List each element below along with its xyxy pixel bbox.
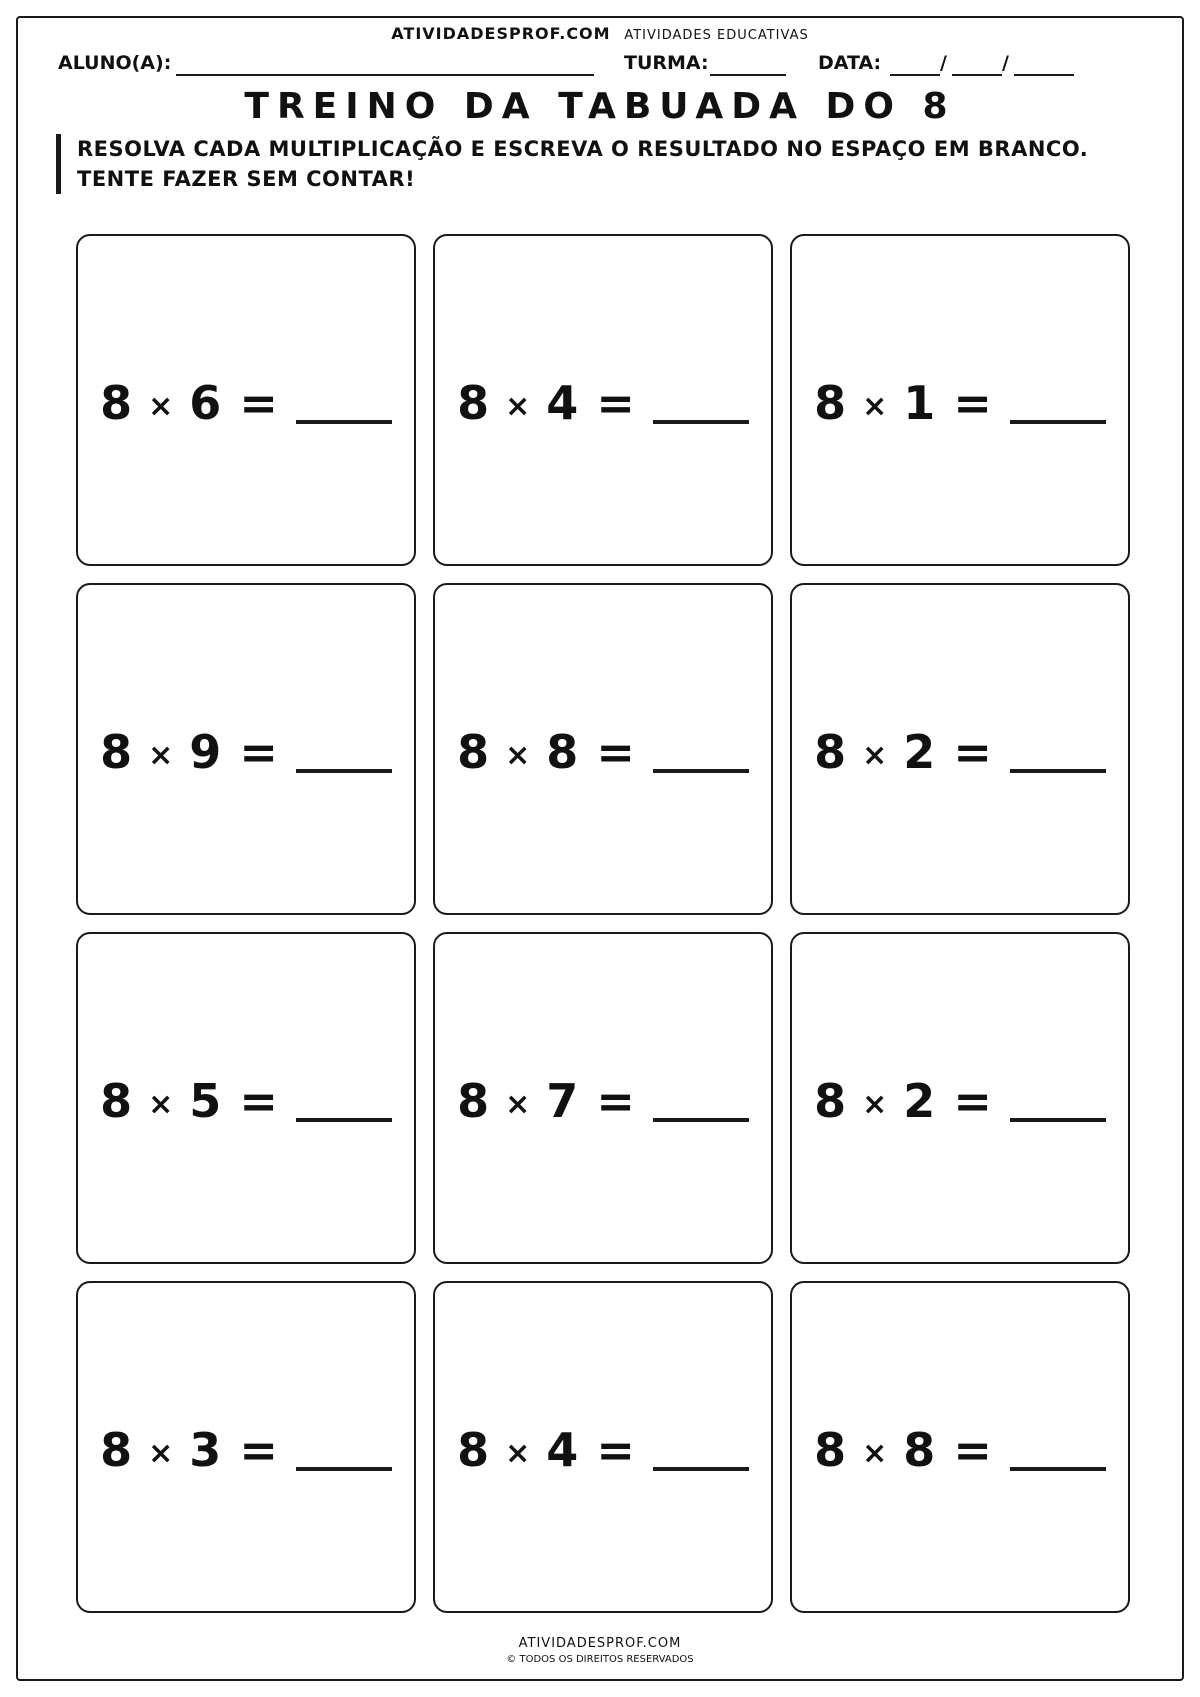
- problem-grid: [76, 234, 1130, 1612]
- answer-blank[interactable]: [296, 1118, 392, 1122]
- factor-a: 8: [814, 1423, 847, 1477]
- date-separator: /: [940, 52, 947, 74]
- problem-card: [790, 932, 1130, 1264]
- times-sign: ×: [862, 1436, 888, 1471]
- factor-a: 8: [100, 725, 133, 779]
- answer-blank[interactable]: [296, 420, 392, 424]
- date-day-field[interactable]: [890, 74, 940, 76]
- equals-sign: =: [239, 1074, 278, 1128]
- equals-sign: =: [953, 725, 992, 779]
- class-label: TURMA:: [624, 52, 709, 74]
- problem-card: [76, 1281, 416, 1613]
- date-year-field[interactable]: [1014, 74, 1074, 76]
- site-header: [0, 24, 1200, 43]
- factor-b: 4: [546, 376, 579, 430]
- multiplication-expression: [792, 1423, 1128, 1477]
- factor-a: 8: [100, 1423, 133, 1477]
- instructions: [56, 134, 1156, 194]
- answer-blank[interactable]: [296, 769, 392, 773]
- factor-a: 8: [814, 376, 847, 430]
- factor-b: 3: [189, 1423, 222, 1477]
- instruction-line-1: RESOLVA CADA MULTIPLICAÇÃO E ESCREVA O RESULTADO NO ESPAÇO EM BRANCO.: [77, 137, 1089, 161]
- equals-sign: =: [596, 1423, 635, 1477]
- instruction-line-2: TENTE FAZER SEM CONTAR!: [77, 167, 416, 191]
- factor-a: 8: [814, 725, 847, 779]
- factor-b: 6: [189, 376, 222, 430]
- factor-b: 8: [546, 725, 579, 779]
- site-name: ATIVIDADESPROF.COM: [391, 24, 611, 43]
- problem-card: [433, 1281, 773, 1613]
- equals-sign: =: [953, 1423, 992, 1477]
- class-field[interactable]: [710, 74, 786, 76]
- answer-blank[interactable]: [1010, 1118, 1106, 1122]
- equals-sign: =: [596, 1074, 635, 1128]
- times-sign: ×: [148, 738, 174, 773]
- factor-b: 8: [903, 1423, 936, 1477]
- factor-a: 8: [457, 1423, 490, 1477]
- factor-a: 8: [100, 1074, 133, 1128]
- student-name-label: ALUNO(A):: [58, 52, 172, 74]
- multiplication-expression: [78, 1074, 414, 1128]
- times-sign: ×: [148, 389, 174, 424]
- times-sign: ×: [148, 1436, 174, 1471]
- factor-a: 8: [457, 725, 490, 779]
- equals-sign: =: [596, 376, 635, 430]
- problem-card: [433, 234, 773, 566]
- problem-card: [433, 583, 773, 915]
- multiplication-expression: [435, 1423, 771, 1477]
- answer-blank[interactable]: [1010, 420, 1106, 424]
- answer-blank[interactable]: [653, 1467, 749, 1471]
- times-sign: ×: [862, 1087, 888, 1122]
- equals-sign: =: [953, 1074, 992, 1128]
- multiplication-expression: [78, 376, 414, 430]
- multiplication-expression: [435, 725, 771, 779]
- problem-card: [790, 583, 1130, 915]
- factor-b: 2: [903, 1074, 936, 1128]
- times-sign: ×: [505, 1436, 531, 1471]
- problem-card: [76, 234, 416, 566]
- problem-card: [790, 234, 1130, 566]
- problem-card: [76, 932, 416, 1264]
- date-month-field[interactable]: [952, 74, 1002, 76]
- equals-sign: =: [239, 725, 278, 779]
- times-sign: ×: [505, 738, 531, 773]
- times-sign: ×: [862, 738, 888, 773]
- times-sign: ×: [505, 389, 531, 424]
- problem-card: [433, 932, 773, 1264]
- factor-a: 8: [457, 376, 490, 430]
- multiplication-expression: [792, 725, 1128, 779]
- answer-blank[interactable]: [296, 1467, 392, 1471]
- answer-blank[interactable]: [653, 769, 749, 773]
- date-label: DATA:: [818, 52, 882, 74]
- times-sign: ×: [148, 1087, 174, 1122]
- multiplication-expression: [78, 1423, 414, 1477]
- times-sign: ×: [862, 389, 888, 424]
- multiplication-expression: [792, 376, 1128, 430]
- equals-sign: =: [596, 725, 635, 779]
- problem-card: [790, 1281, 1130, 1613]
- footer-site-name: ATIVIDADESPROF.COM: [518, 1636, 682, 1651]
- answer-blank[interactable]: [1010, 769, 1106, 773]
- times-sign: ×: [505, 1087, 531, 1122]
- date-separator: /: [1002, 52, 1009, 74]
- footer-copyright: © TODOS OS DIREITOS RESERVADOS: [506, 1654, 694, 1665]
- factor-b: 4: [546, 1423, 579, 1477]
- multiplication-expression: [435, 376, 771, 430]
- answer-blank[interactable]: [1010, 1467, 1106, 1471]
- factor-a: 8: [457, 1074, 490, 1128]
- factor-b: 2: [903, 725, 936, 779]
- worksheet-title: TREINO DA TABUADA DO 8: [244, 86, 956, 127]
- student-info-row: [58, 52, 1148, 80]
- multiplication-expression: [435, 1074, 771, 1128]
- factor-a: 8: [814, 1074, 847, 1128]
- factor-a: 8: [100, 376, 133, 430]
- footer: [0, 1636, 1200, 1665]
- answer-blank[interactable]: [653, 420, 749, 424]
- site-tagline: ATIVIDADES EDUCATIVAS: [624, 28, 809, 43]
- problem-card: [76, 583, 416, 915]
- factor-b: 9: [189, 725, 222, 779]
- equals-sign: =: [239, 376, 278, 430]
- answer-blank[interactable]: [653, 1118, 749, 1122]
- factor-b: 7: [546, 1074, 579, 1128]
- equals-sign: =: [239, 1423, 278, 1477]
- multiplication-expression: [78, 725, 414, 779]
- factor-b: 1: [903, 376, 936, 430]
- student-name-field[interactable]: [176, 74, 594, 76]
- multiplication-expression: [792, 1074, 1128, 1128]
- equals-sign: =: [953, 376, 992, 430]
- factor-b: 5: [189, 1074, 222, 1128]
